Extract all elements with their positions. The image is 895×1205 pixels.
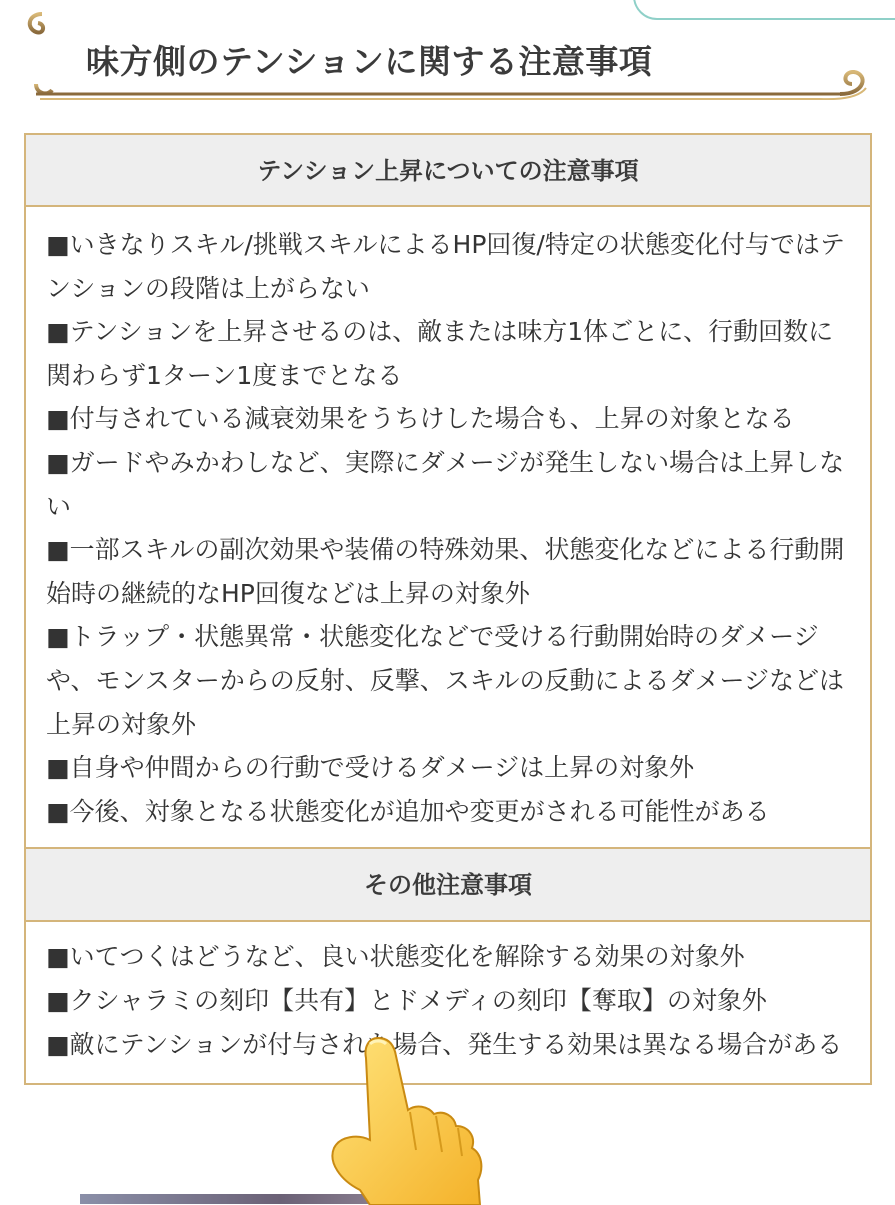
note-item: ■敵にテンションが付与された場合、発生する効果は異なる場合がある: [46, 1029, 843, 1059]
note-item: ■トラップ・状態異常・状態変化などで受ける行動開始時のダメージや、モンスターからの反射、反撃、スキルの反動によるダメージなどは上昇の対象外: [46, 622, 845, 739]
page-title: 味方側のテンションに関する注意事項: [86, 42, 653, 81]
tension-rise-header: テンション上昇についての注意事項: [26, 135, 870, 207]
note-item: ■ガードやみかわしなど、実際にダメージが発生しない場合は上昇しない: [46, 447, 845, 521]
note-item: ■テンションを上昇させるのは、敵または味方1体ごとに、行動回数に関わらず1ターン1度までとなる: [46, 317, 834, 390]
note-item: ■クシャラミの刻印【共有】とドメディの刻印【奪取】の対象外: [46, 985, 767, 1015]
pointing-finger-icon: [300, 1030, 500, 1205]
note-item: ■自身や仲間からの行動で受けるダメージは上昇の対象外: [46, 753, 695, 783]
other-notes-header: その他注意事項: [26, 847, 870, 922]
note-item: ■付与されている減衰効果をうちけした場合も、上昇の対象となる: [46, 404, 795, 434]
section-heading: [20, 8, 875, 100]
tension-rise-notes: [26, 207, 870, 847]
note-item: ■一部スキルの副次効果や装備の特殊効果、状態変化などによる行動開始時の継続的なHP回復などは上昇の対象外: [46, 535, 845, 608]
note-item: ■いきなりスキル/挑戦スキルによるHP回復/特定の状態変化付与ではテンションの段階は上がらない: [46, 230, 845, 303]
note-item: ■今後、対象となる状態変化が追加や変更がされる可能性がある: [46, 796, 770, 826]
note-item: ■いてつくはどうなど、良い状態変化を解除する効果の対象外: [46, 942, 745, 972]
notes-table: [24, 133, 872, 1085]
